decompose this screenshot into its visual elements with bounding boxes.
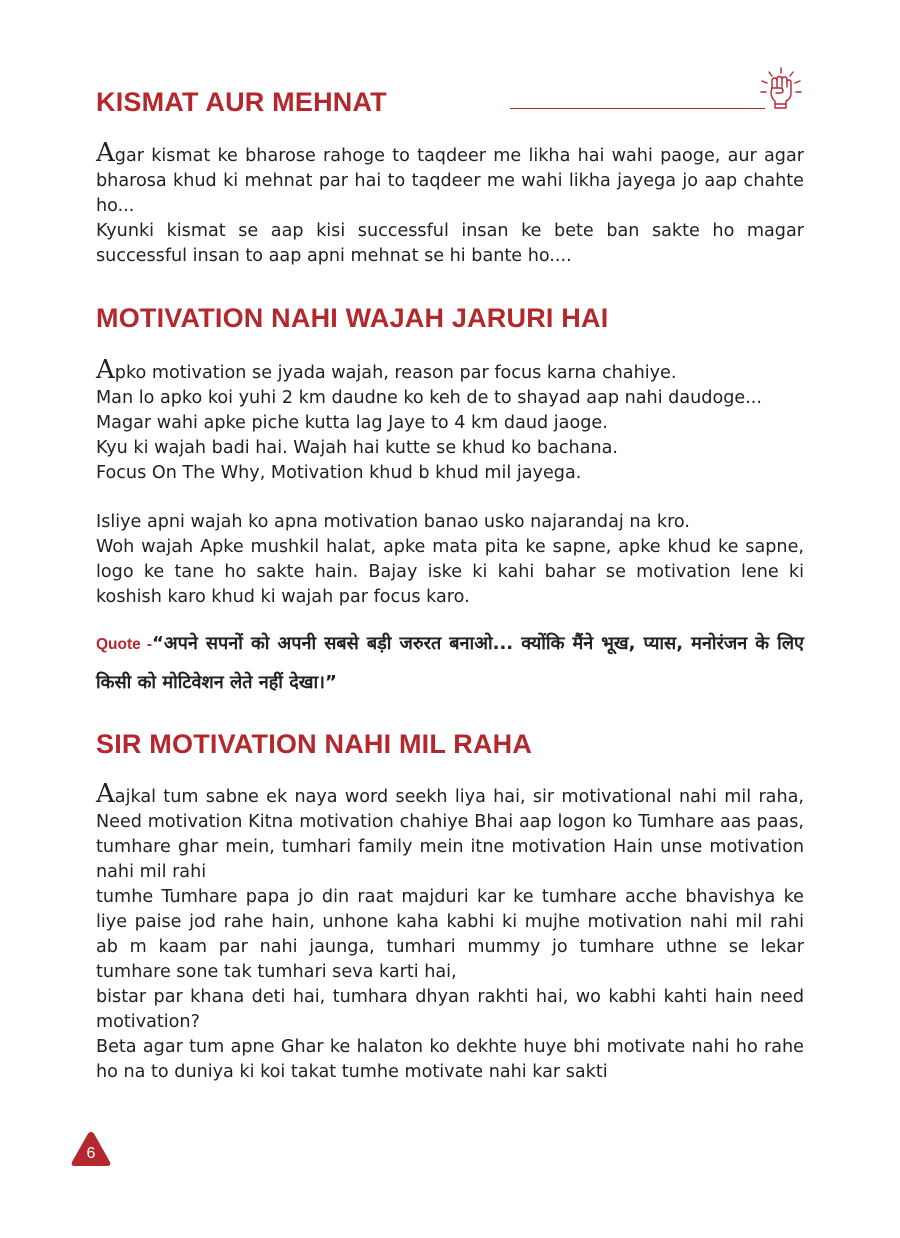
paragraph: Magar wahi apke piche kutta lag Jaye to 4 km daud jaoge. — [96, 413, 608, 433]
paragraph-text: ajkal tum sabne ek naya word seekh liya hai, sir motivational nahi mil raha, Need motivation Kitna motivation chahiye Bhai aap logon ko Tumhare aas paas, tumhare ghar mein, tumhari family mein itne motivation Hain unse motivation nahi mil rahi — [96, 787, 804, 882]
drop-cap: A — [96, 779, 115, 809]
drop-cap: A — [96, 138, 115, 168]
paragraph: Kyunki kismat se aap kisi successful insan ke bete ban sakte ho magar successful insan to aap apni mehnat se hi bante ho.... — [96, 221, 804, 266]
paragraph: bistar par khana deti hai, tumhara dhyan rakhti hai, wo kabhi kahti hain need motivation? — [96, 987, 804, 1032]
section-heading: MOTIVATION NAHI WAJAH JARURI HAI — [96, 303, 609, 333]
paragraph-text: pko motivation se jyada wajah, reason par focus karna chahiye. — [114, 363, 677, 383]
section-body — [96, 138, 804, 269]
paragraph: Isliye apni wajah ko apna motivation banao usko najarandaj na kro. — [96, 512, 690, 532]
paragraph-text: gar kismat ke bharose rahoge to taqdeer me likha hai wahi paoge, aur agar bharosa khud ki mehnat par hai to taqdeer me wahi likha jayega jo aap chahte ho... — [96, 146, 804, 216]
section-body — [96, 355, 804, 486]
raised-fist-icon — [758, 66, 804, 112]
paragraph — [96, 355, 804, 386]
header-rule — [510, 108, 765, 109]
quote-text: “अपने सपनों को अपनी सबसे बड़ी जरुरत बनाओ... क्योंकि मैंने भूख, प्यास, मनोरंजन के लिए किसी को मोटिवेशन लेते नहीं देखा।” — [96, 633, 804, 693]
section-heading: KISMAT AUR MEHNAT — [96, 87, 387, 117]
paragraph: tumhe Tumhare papa jo din raat majduri kar ke tumhare acche bhavishya ke liye paise jod rahe hain, unhone kaha kabhi ki mujhe motivation nahi mil rahi ab m kaam par nahi jaunga, tumhari mummy jo tumhare uthne se lekar tumhare sone tak tumhari seva karti hai, — [96, 887, 804, 982]
drop-cap: A — [96, 355, 115, 385]
section-body — [96, 779, 804, 1085]
quote-block — [96, 625, 804, 702]
paragraph: Kyu ki wajah badi hai. Wajah hai kutte se khud ko bachana. — [96, 438, 618, 458]
section-body — [96, 510, 804, 610]
paragraph: Focus On The Why, Motivation khud b khud mil jayega. — [96, 463, 582, 483]
paragraph — [96, 138, 804, 219]
section-heading: SIR MOTIVATION NAHI MIL RAHA — [96, 729, 533, 759]
paragraph: Beta agar tum apne Ghar ke halaton ko dekhte huye bhi motivate nahi ho rahe ho na to duniya ki koi takat tumhe motivate nahi kar sakti — [96, 1037, 804, 1082]
page-number: 6 — [86, 1145, 96, 1162]
paragraph: Man lo apko koi yuhi 2 km daudne ko keh de to shayad aap nahi daudoge... — [96, 388, 762, 408]
paragraph — [96, 779, 804, 885]
paragraph: Woh wajah Apke mushkil halat, apke mata pita ke sapne, apke khud ke sapne, logo ke tane ho sakte hain. Bajay iske ki kahi bahar se motivation lene ki koshish karo khud ki wajah par focus karo. — [96, 537, 804, 607]
quote-label: Quote - — [96, 636, 153, 653]
